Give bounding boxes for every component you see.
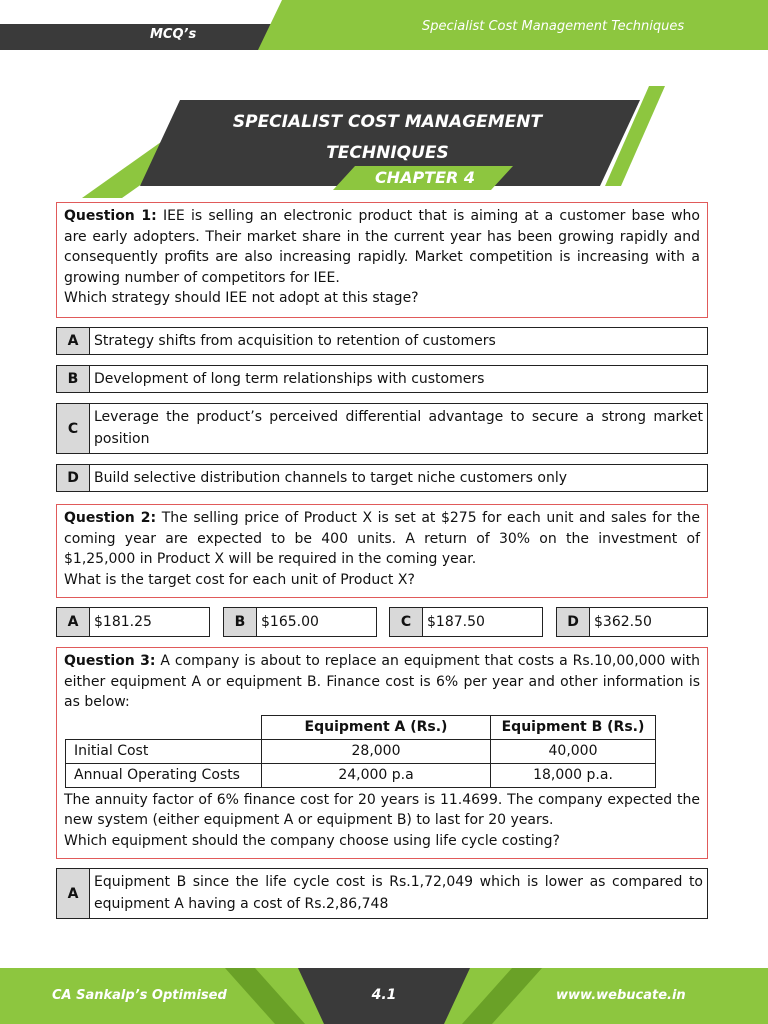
q1-option-b-text: Development of long term relationships with customers [94,371,485,387]
question-3-text: A company is about to replace an equipment that costs a Rs.10,00,000 with either equipment A or equipment B. Finance cost is 6% per year and other information is as below: [64,653,700,710]
table-cell: 28,000 [262,739,491,763]
q3-option-a[interactable] [56,868,708,919]
header-section-label: MCQ’s [150,27,197,42]
question-2-label: Question 2: [64,510,157,526]
table-header-blank [66,715,262,739]
question-1-label: Question 1: [64,208,157,224]
q2-option-b-letter: B [224,608,257,636]
q1-option-d-letter: D [57,465,90,491]
question-3-prompt: Which equipment should the company choose using life cycle costing? [64,832,560,849]
question-3-after-text: The annuity factor of 6% finance cost for 20 years is 11.4699. The company expected the new system (either equipment A or equipment B) to last for 20 years. [64,791,700,828]
page-title-line2: TECHNIQUES [326,143,449,163]
table-cell: Initial Cost [66,739,262,763]
q1-option-a-text: Strategy shifts from acquisition to retention of customers [94,333,496,349]
table-row [66,763,656,787]
q2-option-c-text: $187.50 [427,614,485,630]
footer-book-name: CA Sankalp’s Optimised [52,988,227,1003]
question-2-text: The selling price of Product X is set at $275 for each unit and sales for the coming year are expected to be 400 units. A return of 30% on the investment of $1,25,000 in Product X will be required in the coming year. [64,510,700,567]
page-title-line1: SPECIALIST COST MANAGEMENT [232,112,543,132]
table-cell: 18,000 p.a. [491,763,656,787]
q1-option-a[interactable] [56,327,708,355]
question-1-prompt: Which strategy should IEE not adopt at this stage? [64,290,419,306]
q3-option-a-text: Equipment B since the life cycle cost is Rs.1,72,049 which is lower as compared to equipment A having a cost of Rs.2,86,748 [94,874,703,912]
header-chapter-name: Specialist Cost Management Techniques [422,19,685,34]
page-number: 4.1 [371,987,397,1003]
q2-option-d[interactable] [556,607,708,637]
table-header-equipment-a: Equipment A (Rs.) [262,715,491,739]
q2-option-d-text: $362.50 [594,614,652,630]
q1-option-b-letter: B [57,366,90,392]
table-header-equipment-b: Equipment B (Rs.) [491,715,656,739]
equipment-table [65,715,656,788]
question-1-text: IEE is selling an electronic product that is aiming at a customer base who are early adopters. Their market share in the current year has been growing rapidly and consequently profits are also increasing rapidly. Market competition is increasing with a growing number of competitors for IEE. [64,208,700,286]
chapter-label: CHAPTER 4 [374,168,476,187]
question-1-box [56,202,708,318]
question-3-box [56,647,708,859]
q2-option-b-text: $165.00 [261,614,319,630]
q1-option-c-text: Leverage the product’s perceived differential advantage to secure a strong market position [94,409,703,447]
table-cell: 24,000 p.a [262,763,491,787]
page-title [180,107,595,169]
q1-option-a-letter: A [57,328,90,354]
q1-option-b[interactable] [56,365,708,393]
q2-option-c-letter: C [390,608,423,636]
question-3-label: Question 3: [64,653,156,669]
q1-option-d-text: Build selective distribution channels to target niche customers only [94,470,568,486]
q2-option-c[interactable] [389,607,543,637]
q1-option-c[interactable] [56,403,708,454]
q2-option-a-text: $181.25 [94,614,152,630]
q1-option-c-letter: C [57,404,90,453]
q1-option-d[interactable] [56,464,708,492]
question-2-prompt: What is the target cost for each unit of Product X? [64,571,415,588]
table-row [66,739,656,763]
q2-option-d-letter: D [557,608,590,636]
footer-website-link[interactable]: www.webucate.in [556,988,686,1003]
q2-option-b[interactable] [223,607,377,637]
table-header-row [66,715,656,739]
q2-option-a-letter: A [57,608,90,636]
table-cell: 40,000 [491,739,656,763]
question-2-box [56,504,708,598]
q2-option-a[interactable] [56,607,210,637]
table-cell: Annual Operating Costs [66,763,262,787]
q3-option-a-letter: A [57,869,90,918]
